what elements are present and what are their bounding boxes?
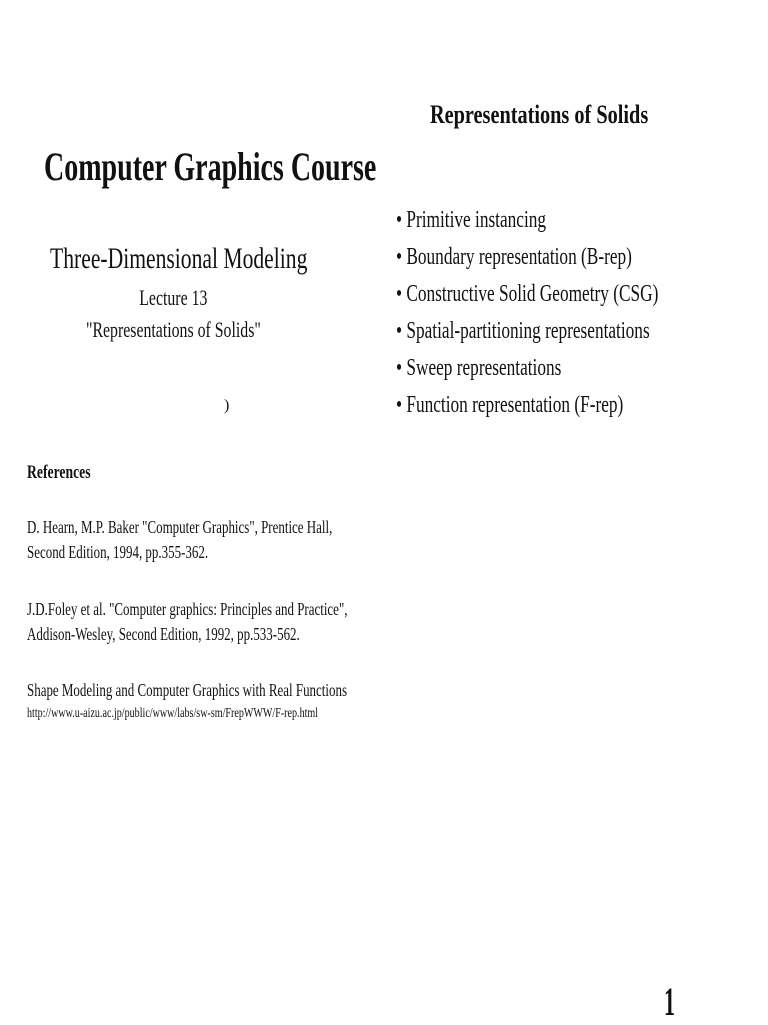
reference-url: http://www.u-aizu.ac.jp/public/www/labs/sw-sm/FrepWWW/F-rep.html (27, 706, 319, 721)
reference-item (27, 597, 347, 647)
reference-item (27, 678, 347, 725)
list-item: • Spatial-partitioning representations (396, 313, 658, 350)
reference-line: J.D.Foley et al. "Computer graphics: Principles and Practice", (27, 599, 348, 619)
list-item: • Function representation (F-rep) (396, 387, 658, 424)
reference-line: Second Edition, 1994, pp.355-362. (27, 542, 209, 562)
subtitle (0, 242, 340, 276)
subtitle-text: Three-Dimensional Modeling (50, 242, 308, 275)
course-title: Computer Graphics Course (44, 144, 377, 189)
lecture-number (0, 285, 346, 311)
list-item: • Sweep representations (396, 350, 658, 387)
reference-line: Shape Modeling and Computer Graphics with Real Functions (27, 680, 347, 700)
page-number: 1 (664, 979, 675, 1024)
reference-line: Addison-Wesley, Second Edition, 1992, pp.533-562. (27, 624, 300, 644)
lecture-name-text: "Representations of Solids" (85, 317, 261, 342)
stray-mark: ) (224, 397, 230, 414)
list-item: • Boundary representation (B-rep) (396, 239, 658, 276)
references-heading: References (27, 462, 91, 483)
lecture-name (0, 317, 346, 343)
reference-item (27, 515, 332, 565)
reference-line: D. Hearn, M.P. Baker "Computer Graphics", Prentice Hall, (27, 517, 333, 537)
list-item: • Primitive instancing (396, 202, 658, 239)
section-heading: Representations of Solids (430, 100, 649, 129)
representations-list (396, 202, 658, 424)
lecture-number-text: Lecture 13 (138, 285, 208, 310)
list-item: • Constructive Solid Geometry (CSG) (396, 276, 658, 313)
